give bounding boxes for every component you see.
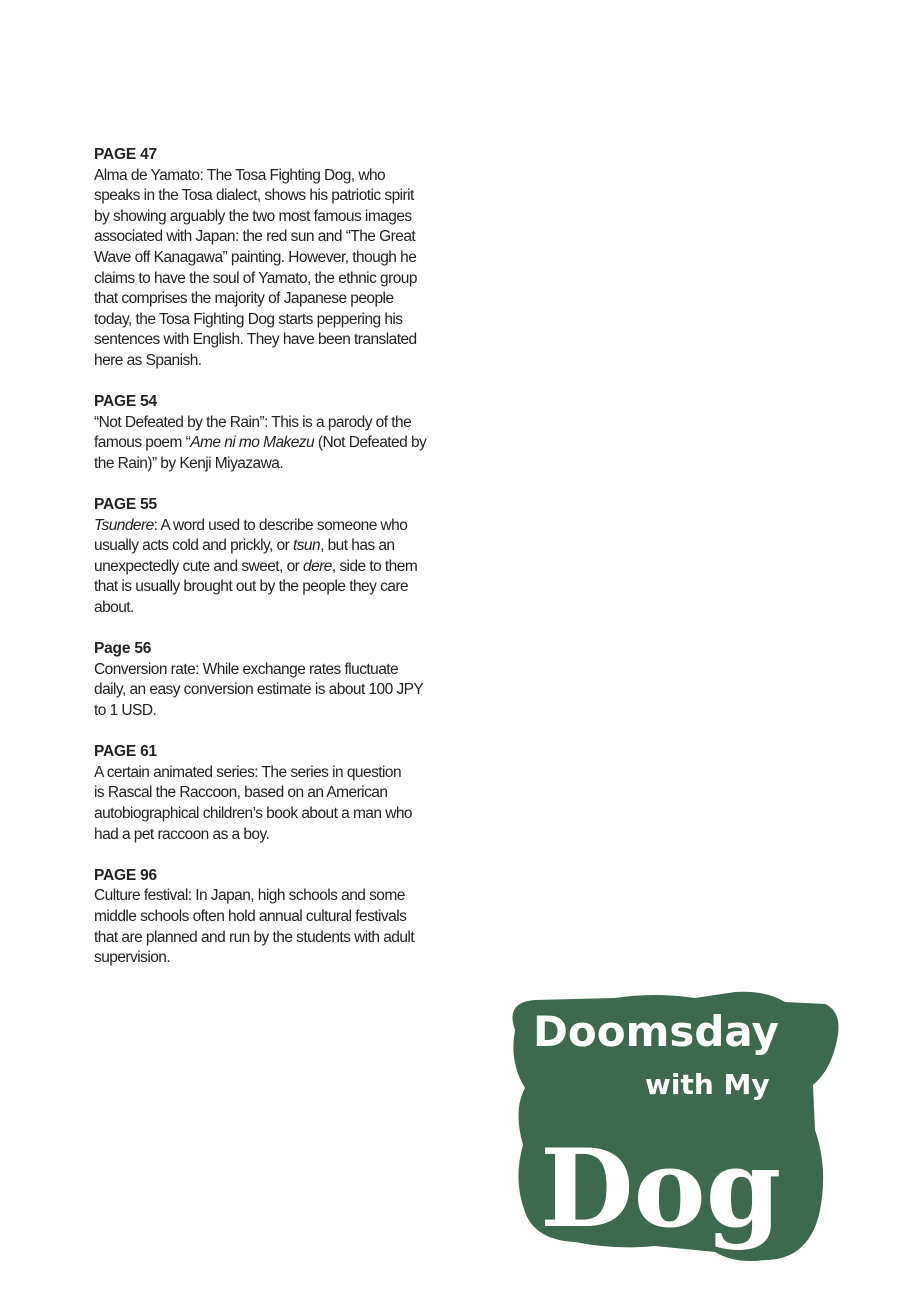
italic-term: Ame ni mo Makezu — [190, 434, 315, 452]
note-text: daily, an easy conversion estimate is about 100 JPY — [94, 681, 424, 699]
note-text: Conversion rate: While exchange rates fluctuate — [94, 660, 399, 678]
note-section — [94, 495, 474, 619]
note-text: Wave off Kanagawa” painting. However, though he — [94, 248, 417, 266]
note-line — [94, 413, 474, 434]
note-text: that is usually brought out by the people they care — [94, 578, 409, 596]
note-text: , side to them — [331, 557, 418, 575]
note-line — [94, 557, 474, 578]
note-section — [94, 639, 474, 721]
note-text: famous poem “ — [94, 434, 191, 452]
note-text: that are planned and run by the students with adult — [94, 928, 415, 946]
note-section — [94, 742, 474, 845]
note-line — [94, 886, 474, 907]
translation-notes — [94, 145, 474, 989]
note-text: middle schools often hold annual cultural festivals — [94, 907, 407, 925]
note-section — [94, 145, 474, 372]
note-line — [94, 948, 474, 969]
note-line — [94, 577, 474, 598]
note-line — [94, 928, 474, 949]
note-text: had a pet raccoon as a boy. — [94, 825, 270, 843]
note-line — [94, 166, 474, 187]
note-text: today, the Tosa Fighting Dog starts peppering his — [94, 310, 403, 328]
note-heading: PAGE 54 — [94, 393, 157, 411]
note-text: sentences with English. They have been translated — [94, 331, 417, 349]
note-text: is Rascal the Raccoon, based on an American — [94, 784, 388, 802]
note-text: (Not Defeated by — [314, 434, 427, 452]
note-text: “Not Defeated by the Rain”: This is a parody of the — [94, 413, 412, 431]
note-line — [94, 783, 474, 804]
note-line — [94, 598, 474, 619]
note-heading: PAGE 55 — [94, 496, 157, 514]
note-line — [94, 907, 474, 928]
note-text: speaks in the Tosa dialect, shows his patriotic spirit — [94, 187, 414, 205]
logo-line-dog: Dog — [540, 1126, 782, 1252]
note-text: about. — [94, 599, 134, 617]
note-line — [94, 516, 474, 537]
doomsday-with-my-dog-logo — [495, 990, 845, 1265]
note-text: autobiographical children’s book about a man who — [94, 805, 412, 822]
note-line — [94, 248, 474, 269]
note-line — [94, 186, 474, 207]
note-text: A certain animated series: The series in question — [94, 763, 402, 781]
italic-term: dere — [303, 557, 332, 575]
note-section — [94, 866, 474, 969]
note-text: , but has an — [320, 537, 395, 555]
note-text: Alma de Yamato: The Tosa Fighting Dog, who — [94, 166, 386, 184]
italic-term: tsun — [292, 537, 321, 555]
note-text: that comprises the majority of Japanese people — [94, 290, 394, 308]
note-text: : A word used to describe someone who — [153, 516, 408, 534]
note-line — [94, 454, 474, 475]
note-text: to 1 USD. — [94, 702, 157, 720]
italic-term: Tsundere — [94, 516, 154, 534]
note-heading: PAGE 47 — [94, 146, 157, 163]
note-text: here as Spanish. — [94, 351, 202, 369]
note-heading: PAGE 61 — [94, 743, 157, 761]
note-line — [94, 804, 474, 825]
note-line — [94, 825, 474, 846]
note-text: claims to have the soul of Yamato, the ethnic group — [94, 269, 417, 287]
note-text: unexpectedly cute and sweet, or — [94, 557, 304, 575]
logo-line-doomsday: Doomsday — [533, 1007, 779, 1056]
note-text: by showing arguably the two most famous images — [94, 207, 412, 225]
note-line — [94, 310, 474, 331]
logo-line-with-my: with My — [645, 1068, 770, 1101]
note-text: supervision. — [94, 949, 171, 967]
note-line — [94, 763, 474, 784]
note-line — [94, 351, 474, 372]
note-text: Culture festival: In Japan, high schools and some — [94, 887, 405, 905]
note-line — [94, 660, 474, 681]
note-text: usually acts cold and prickly, or — [94, 537, 293, 555]
note-line — [94, 207, 474, 228]
note-line — [94, 289, 474, 310]
note-text: the Rain)” by Kenji Miyazawa. — [94, 454, 284, 472]
note-line — [94, 536, 474, 557]
note-line — [94, 269, 474, 290]
note-heading: Page 56 — [94, 640, 152, 658]
note-heading: PAGE 96 — [94, 866, 157, 884]
note-line — [94, 330, 474, 351]
note-line — [94, 701, 474, 722]
note-line — [94, 227, 474, 248]
note-line — [94, 680, 474, 701]
note-line — [94, 433, 474, 454]
note-text: associated with Japan: the red sun and “The Great — [94, 228, 416, 246]
note-section — [94, 392, 474, 474]
